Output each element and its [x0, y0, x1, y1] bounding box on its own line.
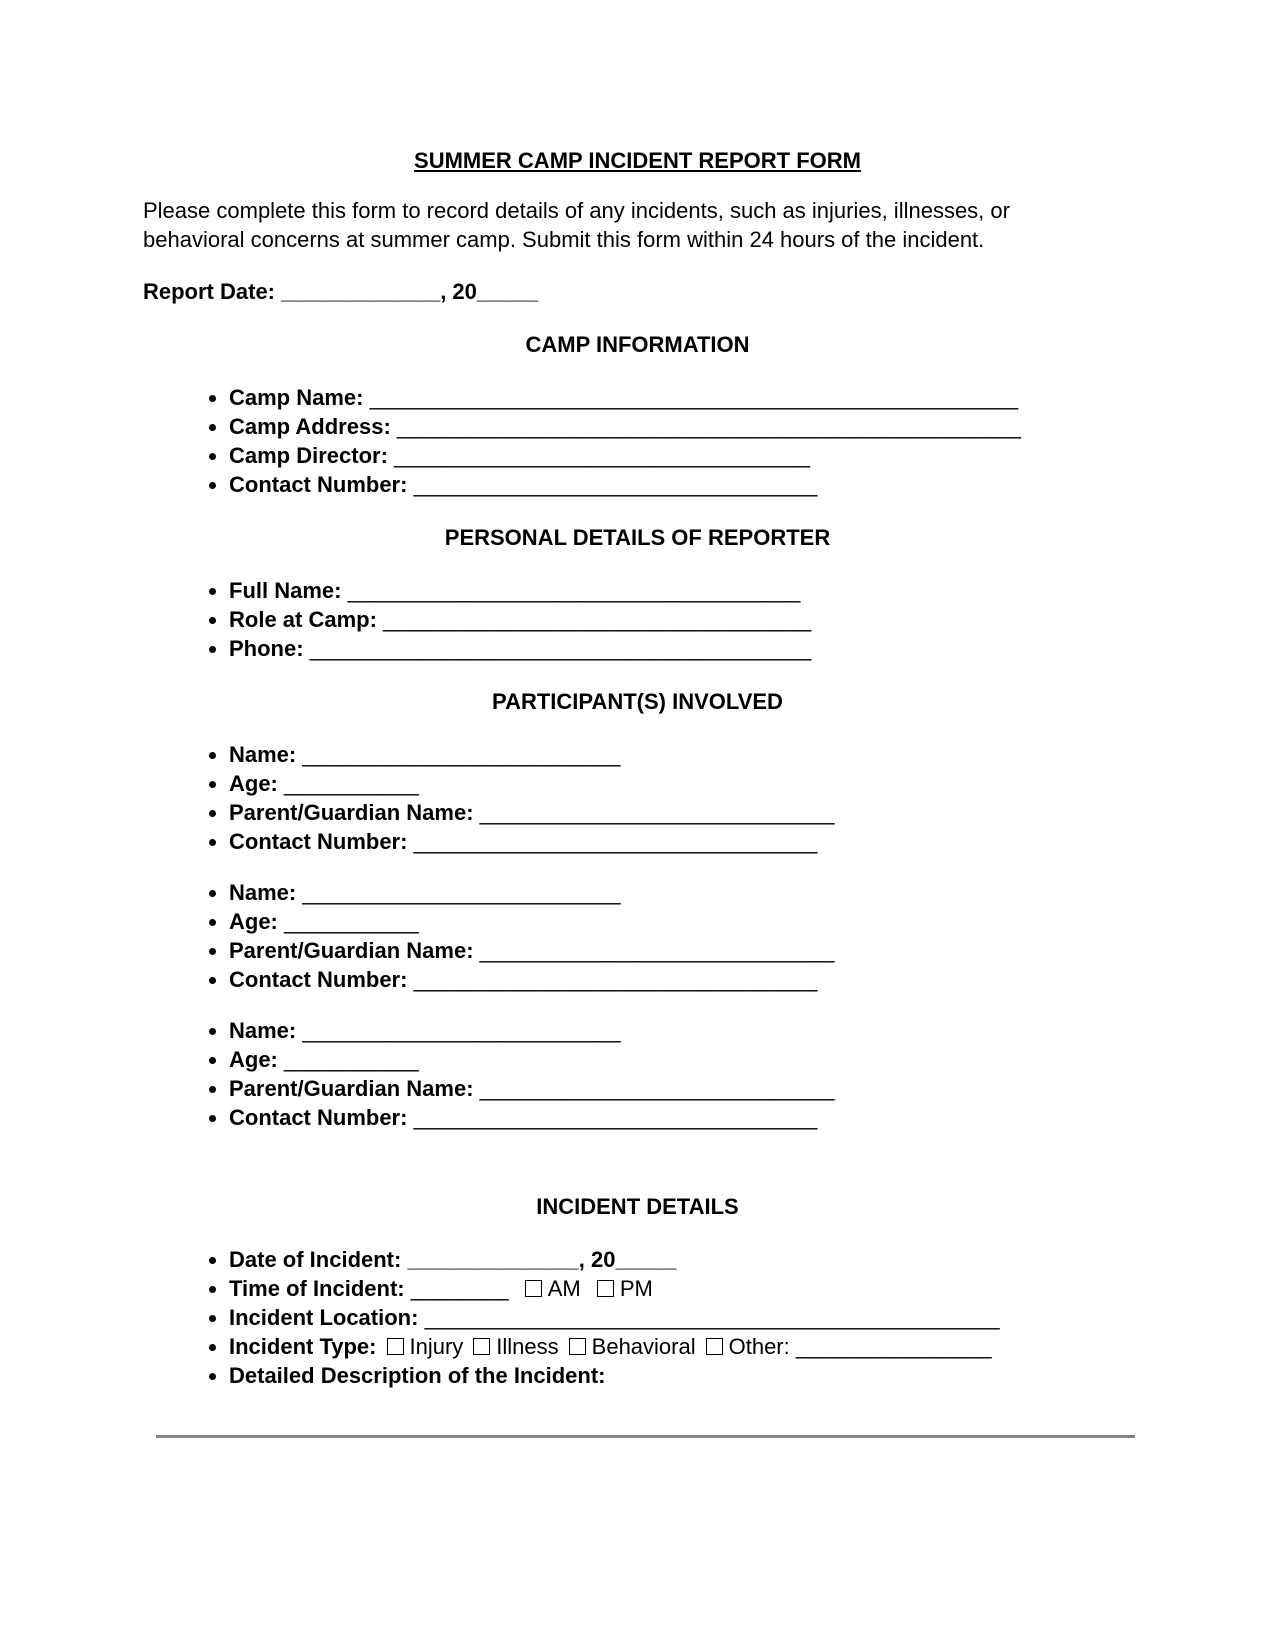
participant-2-guardian-label: Parent/Guardian Name:: [229, 938, 474, 963]
field-row-camp-director: [229, 441, 1132, 470]
field-row-participant-3-guardian: [229, 1074, 1132, 1103]
full-name-label: Full Name:: [229, 578, 342, 603]
am-checkbox[interactable]: [525, 1280, 542, 1297]
incident-location-label: Incident Location:: [229, 1305, 419, 1330]
field-row-camp-name: [229, 383, 1132, 412]
field-row-date-of-incident: [229, 1245, 1132, 1274]
participant-1-age-blank[interactable]: ___________: [284, 771, 419, 796]
section-heading-reporter-details: PERSONAL DETAILS OF REPORTER: [444, 525, 831, 550]
participant-2-guardian-blank[interactable]: _____________________________: [479, 938, 835, 963]
date-of-incident-year-prefix: , 20: [578, 1247, 616, 1272]
camp-contact-number-label: Contact Number:: [229, 472, 408, 497]
participant-group-2: [143, 878, 1132, 994]
participant-1-guardian-label: Parent/Guardian Name:: [229, 800, 474, 825]
date-of-incident-label: Date of Incident:: [229, 1247, 402, 1272]
illness-checkbox[interactable]: [473, 1338, 490, 1355]
camp-contact-number-blank[interactable]: _________________________________: [413, 472, 818, 497]
section-heading-camp-information: CAMP INFORMATION: [525, 332, 750, 357]
pm-label: PM: [619, 1276, 653, 1301]
incident-details-list: [143, 1245, 1132, 1390]
other-checkbox[interactable]: [706, 1338, 723, 1355]
participant-1-contact-blank[interactable]: _________________________________: [413, 829, 818, 854]
participant-1-name-label: Name:: [229, 742, 297, 767]
section-heading-incident-details: INCIDENT DETAILS: [536, 1194, 739, 1219]
field-row-detailed-description: [229, 1361, 1132, 1390]
field-row-reporter-phone: [229, 634, 1132, 663]
field-row-participant-1-age: [229, 769, 1132, 798]
participant-group-1: [143, 740, 1132, 856]
participant-1-age-label: Age:: [229, 771, 278, 796]
participant-2-name-label: Name:: [229, 880, 297, 905]
field-row-incident-location: [229, 1303, 1132, 1332]
incident-location-blank[interactable]: _______________________________________________: [424, 1305, 1000, 1330]
reporter-details-list: [143, 576, 1132, 663]
participant-3-age-label: Age:: [229, 1047, 278, 1072]
participant-2-name-blank[interactable]: __________________________: [302, 880, 621, 905]
camp-information-list: [143, 383, 1132, 499]
field-row-participant-2-contact: [229, 965, 1132, 994]
form-instructions: [143, 196, 1132, 254]
participant-2-contact-blank[interactable]: _________________________________: [413, 967, 818, 992]
participant-3-guardian-blank[interactable]: _____________________________: [479, 1076, 835, 1101]
participant-group-3: [143, 1016, 1132, 1132]
field-row-camp-address: [229, 412, 1132, 441]
camp-director-label: Camp Director:: [229, 443, 388, 468]
participant-3-contact-blank[interactable]: _________________________________: [413, 1105, 818, 1130]
camp-name-label: Camp Name:: [229, 385, 364, 410]
full-name-blank[interactable]: _____________________________________: [347, 578, 801, 603]
field-row-participant-2-guardian: [229, 936, 1132, 965]
camp-address-blank[interactable]: ___________________________________________________: [396, 414, 1021, 439]
behavioral-checkbox[interactable]: [569, 1338, 586, 1355]
report-date-row: [143, 277, 1132, 306]
other-type-blank[interactable]: ________________: [795, 1334, 992, 1359]
participant-3-guardian-label: Parent/Guardian Name:: [229, 1076, 474, 1101]
role-at-camp-blank[interactable]: ___________________________________: [383, 607, 812, 632]
reporter-phone-label: Phone:: [229, 636, 304, 661]
camp-address-label: Camp Address:: [229, 414, 391, 439]
participant-1-guardian-blank[interactable]: _____________________________: [479, 800, 835, 825]
incident-type-label: Incident Type:: [229, 1334, 377, 1359]
field-row-camp-contact-number: [229, 470, 1132, 499]
field-row-participant-3-name: [229, 1016, 1132, 1045]
field-row-participant-3-contact: [229, 1103, 1132, 1132]
section-heading-participants: PARTICIPANT(S) INVOLVED: [492, 689, 783, 714]
date-of-incident-blank[interactable]: ______________: [407, 1247, 579, 1272]
injury-checkbox[interactable]: [387, 1338, 404, 1355]
field-row-participant-3-age: [229, 1045, 1132, 1074]
participant-3-age-blank[interactable]: ___________: [284, 1047, 419, 1072]
field-row-incident-type: [229, 1332, 1132, 1361]
am-label: AM: [547, 1276, 581, 1301]
participant-2-age-label: Age:: [229, 909, 278, 934]
field-row-participant-1-contact: [229, 827, 1132, 856]
form-instructions-line-1: Please complete this form to record details of any incidents, such as injuries, illnesses, or: [143, 198, 1010, 223]
report-date-label: Report Date:: [143, 279, 276, 304]
camp-name-blank[interactable]: _____________________________________________________: [369, 385, 1019, 410]
participant-2-contact-label: Contact Number:: [229, 967, 408, 992]
field-row-participant-1-guardian: [229, 798, 1132, 827]
participant-1-contact-label: Contact Number:: [229, 829, 408, 854]
field-row-full-name: [229, 576, 1132, 605]
participant-2-age-blank[interactable]: ___________: [284, 909, 419, 934]
field-row-participant-2-age: [229, 907, 1132, 936]
field-row-participant-2-name: [229, 878, 1132, 907]
pm-checkbox[interactable]: [597, 1280, 614, 1297]
field-row-role-at-camp: [229, 605, 1132, 634]
illness-label: Illness: [496, 1334, 559, 1359]
date-of-incident-year-blank[interactable]: _____: [615, 1247, 677, 1272]
participant-3-name-blank[interactable]: __________________________: [302, 1018, 621, 1043]
description-divider-line: [156, 1435, 1135, 1438]
detailed-description-label: Detailed Description of the Incident:: [229, 1363, 606, 1388]
participant-1-name-blank[interactable]: __________________________: [302, 742, 621, 767]
report-date-blank[interactable]: _____________: [281, 279, 441, 304]
participant-3-contact-label: Contact Number:: [229, 1105, 408, 1130]
behavioral-label: Behavioral: [591, 1334, 696, 1359]
field-row-time-of-incident: [229, 1274, 1132, 1303]
participant-3-name-label: Name:: [229, 1018, 297, 1043]
camp-director-blank[interactable]: __________________________________: [394, 443, 811, 468]
other-label: Other:: [728, 1334, 790, 1359]
time-of-incident-blank[interactable]: ________: [410, 1276, 509, 1301]
injury-label: Injury: [409, 1334, 464, 1359]
form-title: SUMMER CAMP INCIDENT REPORT FORM: [414, 148, 861, 173]
form-instructions-line-2: behavioral concerns at summer camp. Submit this form within 24 hours of the incident.: [143, 227, 985, 252]
time-of-incident-label: Time of Incident:: [229, 1276, 405, 1301]
report-date-year-blank[interactable]: _____: [476, 279, 539, 304]
report-date-year-prefix: , 20: [440, 279, 477, 304]
reporter-phone-blank[interactable]: _________________________________________: [309, 636, 812, 661]
field-row-participant-1-name: [229, 740, 1132, 769]
role-at-camp-label: Role at Camp:: [229, 607, 377, 632]
